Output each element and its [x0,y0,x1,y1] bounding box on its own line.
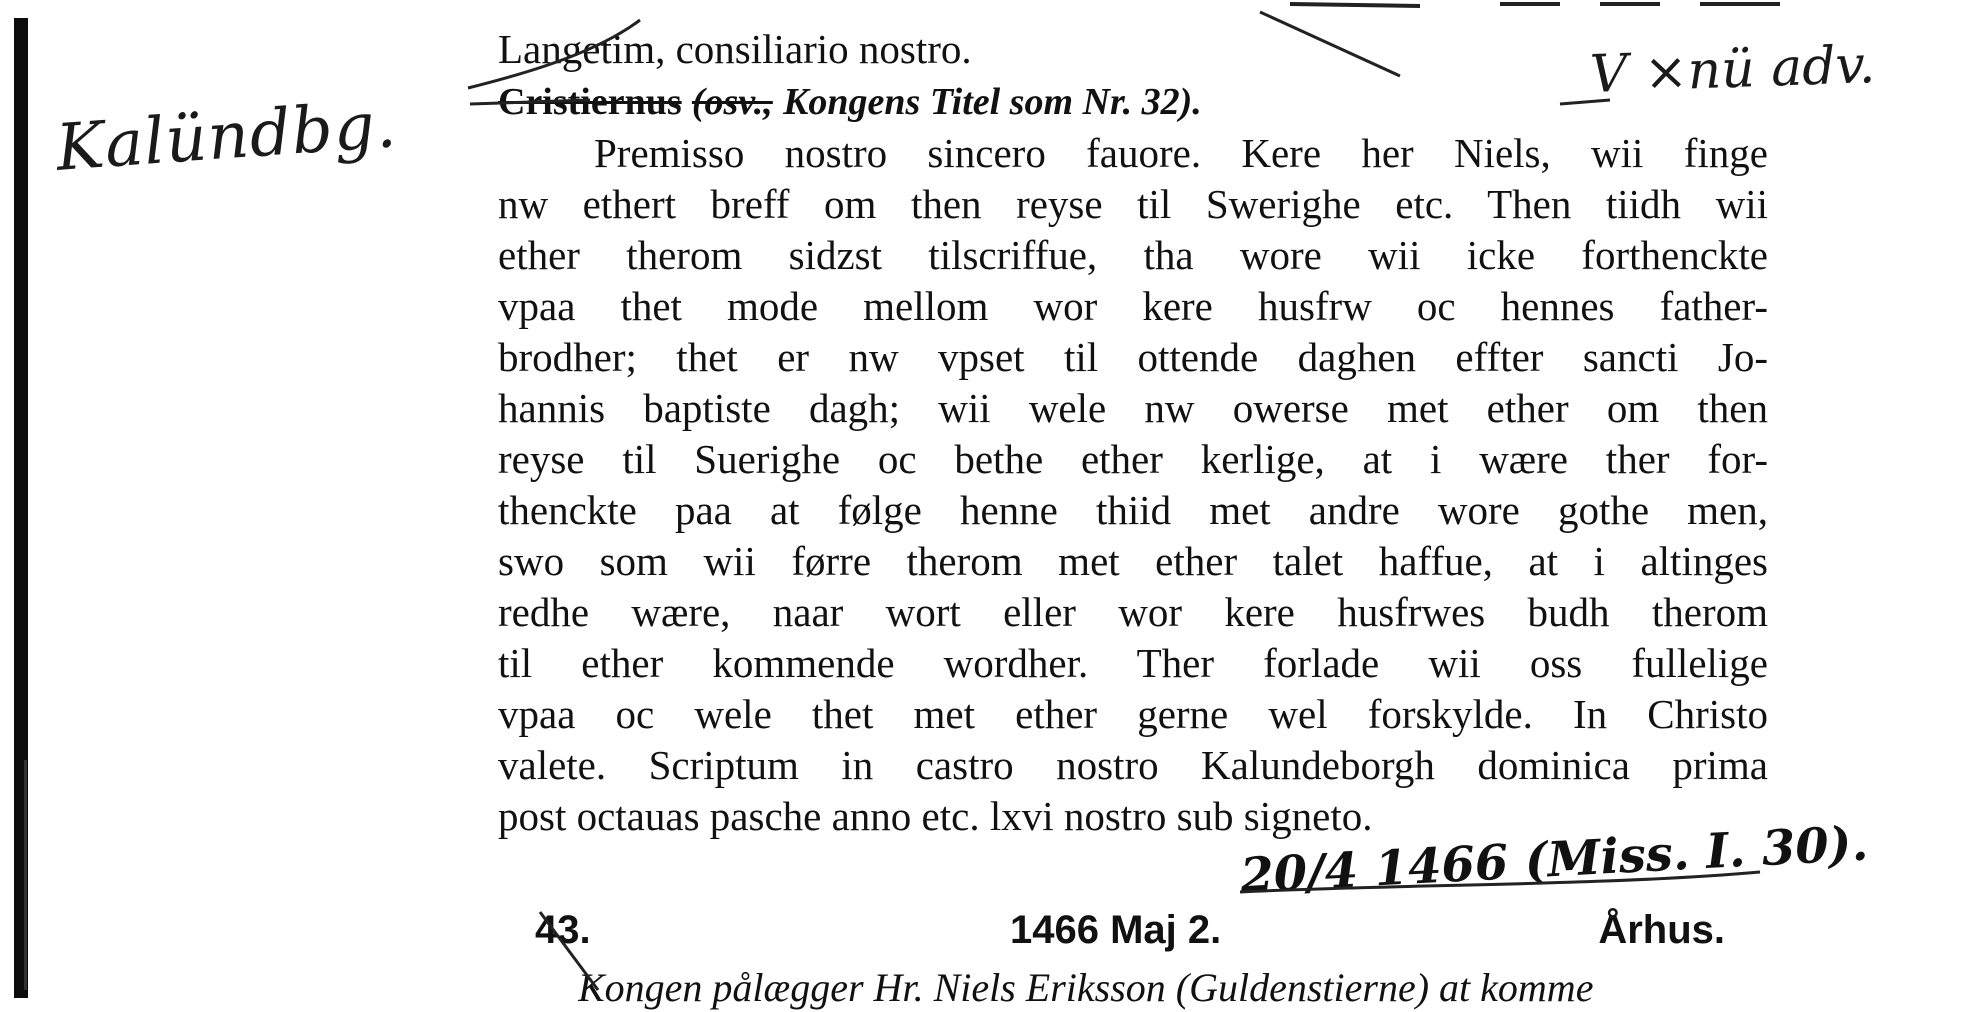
pen-underline [1240,872,1760,892]
text-line: Langetim, consiliario nostro. [498,26,972,72]
top-right-handwritten-note: V ×nü adv. [1589,35,1877,105]
entry-place: Århus. [1598,908,1725,952]
pen-stroke [470,100,590,104]
struck-name: Cristiernus [498,81,682,123]
pen-stroke [540,912,598,990]
pen-stroke [1560,100,1610,104]
entry-date: 1466 Maj 2. [1010,908,1222,952]
entry-summary: Kongen pålægger Hr. Niels Eriksson (Guldenstierne) at komme [578,965,1594,1010]
text-line: vpaa oc wele thet met ether gerne wel forskylde. In Christo [498,691,1768,737]
title-reference: Kongens Titel som Nr. 32). [783,81,1202,123]
text-line: post octauas pasche anno etc. lxvi nostro sub signeto. [498,793,1373,839]
text-line: valete. Scriptum in castro nostro Kalundeborgh dominica prima [498,742,1768,788]
pen-stroke [1260,12,1400,76]
text-line: brodher; thet er nw vpset til ottende daghen effter sancti Jo- [498,334,1768,380]
struck-rest: (osv., [691,81,773,123]
text-line: redhe wære, naar wort eller wor kere husfrwes budh therom [498,589,1768,635]
text-line: hannis baptiste dagh; wii wele nw owerse met ether om then [498,385,1768,431]
pen-stroke [1290,4,1420,6]
pen-stroke [468,20,640,88]
text-line: nw ethert breff om then reyse til Swerighe etc. Then tiidh wii [498,181,1768,227]
text-line: reyse til Suerighe oc bethe ether kerlige, at i wære ther for- [498,436,1768,482]
margin-handwritten-note: Kalündbg. [53,88,400,186]
text-line: Premisso nostro sincero fauore. Kere her Niels, wii finge [594,130,1768,176]
text-line: vpaa thet mode mellom wor kere husfrw oc hennes father- [498,283,1768,329]
text-line: swo som wii førre therom met ether talet haffue, at i altinges [498,538,1768,584]
text-line: ether therom sidzst tilscriffue, tha wore wii icke forthenckte [498,232,1768,278]
text-line: thenckte paa at følge henne thiid met andre wore gothe men, [498,487,1768,533]
text-line: til ether kommende wordher. Ther forlade wii oss fullelige [498,640,1768,686]
handwritten-date-note: 20/4 1466 (Miss. I. 30). [1238,815,1870,905]
entry-number: 43. [535,908,591,952]
